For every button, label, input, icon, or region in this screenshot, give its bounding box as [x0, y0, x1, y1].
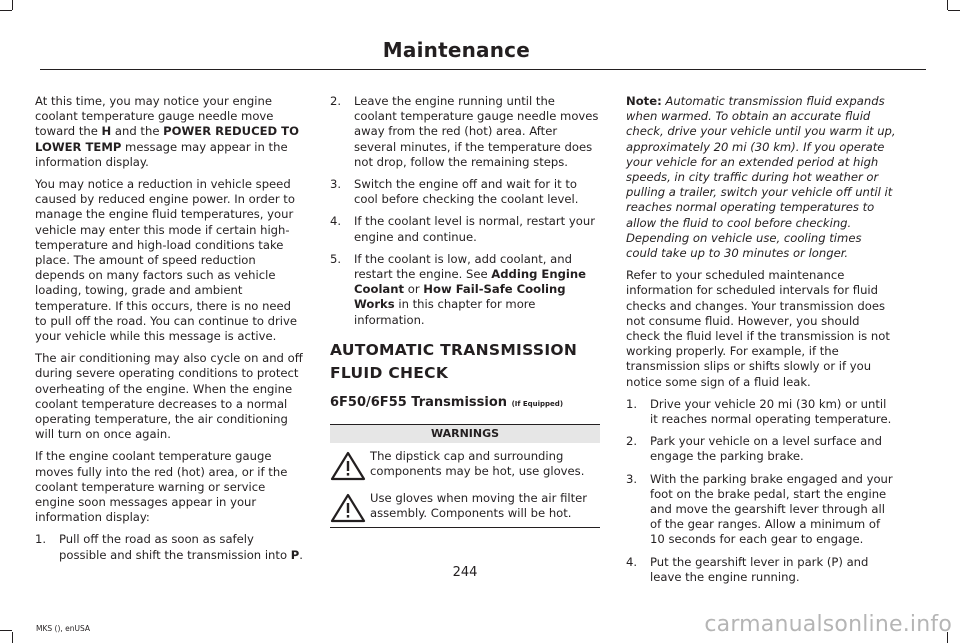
overheat-steps-continued [330, 94, 600, 328]
crop-mark [12, 0, 13, 10]
fluid-check-steps [626, 397, 896, 585]
warning-text: Use gloves when moving the air filter assembly. Components will be hot. [370, 491, 588, 521]
list-item: 4. If the coolant level is normal, restart your engine and continue. [330, 214, 595, 244]
page-title: Maintenance [382, 38, 530, 62]
warning-item [330, 443, 600, 485]
footer-code: MKS (), enUSA [36, 624, 91, 633]
note-paragraph: Note: Automatic transmission fluid expands when warmed. To obtain an accurate fluid check, drive your vehicle until you warm it up, approximately 20 mi (30 km). If you operate your vehicle for an extended period at high speeds, in city traffic during hot weather or pulling a trailer, switch your vehicle off until it reaches normal operating temperatures to allow the fluid to cool before checking. Depending on vehicle use, cooling times could take up to 30 minutes or longer. [626, 94, 896, 261]
paragraph-air-conditioning: The air conditioning may also cycle on and off during severe operating conditions to protect overheating of the engine. When the engine coolant temperature decreases to a normal operating temperature, the air conditioning will turn on once again. [35, 351, 303, 442]
crop-mark [948, 10, 960, 11]
crop-mark [0, 10, 12, 11]
gauge-h-label: H [101, 124, 112, 139]
crop-mark [0, 630, 12, 631]
warnings-box [330, 424, 600, 528]
list-item: 3. With the parking brake engaged and your foot on the brake pedal, start the engine and move the gearshift lever through all of the gear ranges. Allow a minimum of 10 seconds for each gear to engage. [626, 471, 893, 547]
list-item: 3. Switch the engine off and wait for it to cool before checking the coolant level. [330, 177, 579, 207]
overheat-steps [35, 532, 303, 562]
header-divider [40, 69, 926, 70]
crop-mark [12, 632, 13, 643]
paragraph-scheduled-maintenance: Refer to your scheduled maintenance information for scheduled intervals for fluid checks and changes. Your transmission does not consume fluid. However, you should check the fluid level if the transmission is not working properly. For example, if the transmission slips or shifts slowly or if you notice some sign of a fluid leak. [626, 268, 890, 389]
warning-text: The dipstick cap and surrounding components may be hot, use gloves. [370, 449, 585, 479]
note-label: Note: [626, 94, 662, 108]
link-adding-engine-coolant: Adding Engine Coolant [354, 267, 586, 297]
warning-triangle-icon [330, 493, 366, 523]
column-left [35, 94, 303, 570]
subsection-heading: 6F50/6F55 Transmission (If Equipped) [330, 394, 564, 410]
warning-item [330, 485, 600, 527]
watermark: carmanualsonline.info [704, 612, 952, 637]
list-item: 1. Pull off the road as soon as safely possible and shift the transmission into P. [35, 532, 303, 562]
link-fail-safe-cooling: How Fail-Safe Cooling Works [354, 282, 566, 312]
warnings-header: WARNINGS [330, 425, 600, 443]
warning-triangle-icon [330, 451, 366, 481]
list-item: 5. If the coolant is low, add coolant, and restart the engine. See Adding Engine Coolant or How Fail-Safe Cooling Works in this chapter for more information. [330, 251, 586, 327]
paragraph-gauge-notice: At this time, you may notice your engine coolant temperature gauge needle move toward the H and the POWER REDUCED TO LOWER TEMP message may appear in the information display. [35, 94, 299, 169]
list-item: 4. Put the gearshift lever in park (P) and leave the engine running. [626, 554, 869, 584]
paragraph-speed-reduction: You may notice a reduction in vehicle speed caused by reduced engine power. In order to manage the engine fluid temperatures, your vehicle may enter this mode if certain high-temperature and high-load conditions take place. The amount of speed reduction depends on many factors such as vehicle loading, towing, grade and ambient temperature. If this occurs, there is no need to pull off the road. You can continue to drive your vehicle while this message is active. [35, 177, 298, 344]
power-reduced-message: POWER REDUCED TO LOWER TEMP [35, 124, 299, 154]
list-item: 1. Drive your vehicle 20 mi (30 km) or until it reaches normal operating temperature. [626, 396, 892, 427]
page-number: 244 [452, 565, 478, 580]
column-right [626, 94, 896, 592]
crop-mark [947, 0, 948, 10]
section-heading: AUTOMATIC TRANSMISSION FLUID CHECK [330, 340, 578, 382]
list-item: 2. Leave the engine running until the coolant temperature gauge needle moves away from the red (hot) area. After several minutes, if the temperature does not drop, follow the remaining steps. [330, 94, 599, 169]
column-middle [330, 94, 600, 528]
list-item: 2. Park your vehicle on a level surface and engage the parking brake. [626, 434, 882, 464]
paragraph-red-area: If the engine coolant temperature gauge moves fully into the red (hot) area, or if the coolant temperature warning or service engine soon messages appear in your information display: [35, 449, 288, 525]
